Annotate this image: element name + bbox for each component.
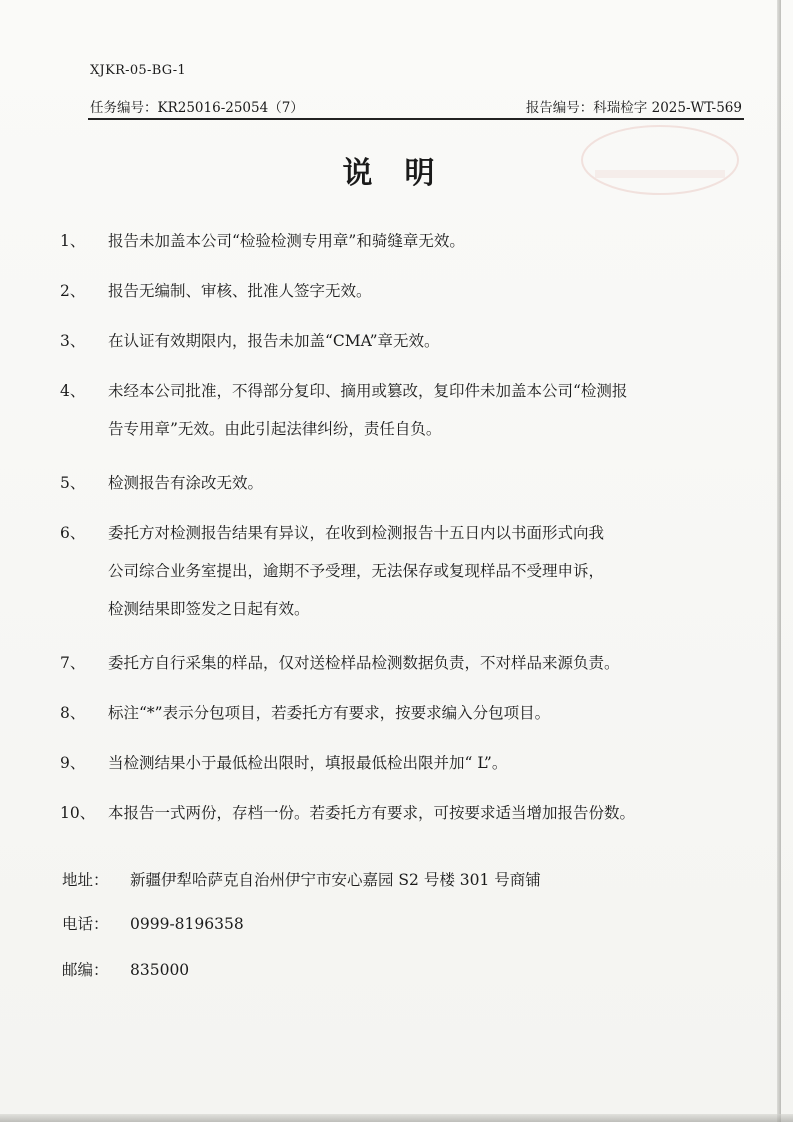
note-item bbox=[60, 468, 760, 498]
zip-value: 835000 bbox=[130, 961, 190, 979]
note-text bbox=[108, 648, 748, 678]
note-number: 3、 bbox=[60, 332, 86, 350]
note-text-line: 委托方对检测报告结果有异议，在收到检测报告十五日内以书面形式向我 bbox=[108, 524, 605, 542]
note-text-line: 未经本公司批准，不得部分复印、摘用或篡改，复印件未加盖本公司“检测报 bbox=[108, 382, 628, 400]
note-text bbox=[108, 698, 748, 728]
note-text bbox=[108, 226, 748, 256]
phone-line bbox=[62, 912, 244, 934]
note-text-line: 标注“*”表示分包项目，若委托方有要求，按要求编入分包项目。 bbox=[108, 704, 551, 722]
note-item bbox=[60, 326, 760, 356]
address-label: 地址： bbox=[62, 871, 109, 889]
note-item bbox=[60, 798, 760, 828]
note-item bbox=[60, 514, 760, 628]
note-text bbox=[108, 798, 748, 828]
note-item bbox=[60, 698, 760, 728]
note-number: 6、 bbox=[60, 524, 86, 542]
note-item bbox=[60, 748, 760, 778]
note-text-line: 当检测结果小于最低检出限时，填报最低检出限并加“ L”。 bbox=[108, 754, 508, 772]
note-number: 7、 bbox=[60, 654, 86, 672]
note-number: 8、 bbox=[60, 704, 86, 722]
note-text-line: 委托方自行采集的样品，仅对送检样品检测数据负责，不对样品来源负责。 bbox=[108, 654, 620, 672]
address-value: 新疆伊犁哈萨克自治州伊宁市安心嘉园 S2 号楼 301 号商铺 bbox=[130, 871, 541, 889]
header-row bbox=[90, 92, 742, 118]
note-number: 4、 bbox=[60, 382, 86, 400]
address-line bbox=[62, 868, 541, 890]
note-item bbox=[60, 226, 760, 256]
note-number: 1、 bbox=[60, 232, 86, 250]
note-text-line: 本报告一式两份，存档一份。若委托方有要求，可按要求适当增加报告份数。 bbox=[108, 804, 636, 822]
note-text bbox=[108, 748, 748, 778]
document-code: XJKR-05-BG-1 bbox=[90, 63, 186, 78]
note-text bbox=[108, 326, 748, 356]
note-item bbox=[60, 648, 760, 678]
task-number: 任务编号：KR25016-25054（7） bbox=[90, 100, 304, 116]
phone-label: 电话： bbox=[62, 915, 109, 933]
report-number: 报告编号：科瑞检字 2025-WT-569 bbox=[525, 100, 742, 116]
notes-list bbox=[60, 226, 760, 848]
note-text bbox=[108, 276, 748, 306]
note-text-line: 检测报告有涂改无效。 bbox=[108, 474, 264, 492]
page-bottom-shadow bbox=[0, 1114, 793, 1122]
note-text-line: 检测结果即签发之日起有效。 bbox=[108, 600, 310, 618]
note-item bbox=[60, 276, 760, 306]
note-text bbox=[108, 372, 748, 448]
note-text-line: 报告未加盖本公司“检验检测专用章”和骑缝章无效。 bbox=[108, 232, 465, 250]
note-item bbox=[60, 372, 760, 448]
note-text-line: 报告无编制、审核、批准人签字无效。 bbox=[108, 282, 372, 300]
note-number: 9、 bbox=[60, 754, 86, 772]
note-text-line: 公司综合业务室提出，逾期不予受理，无法保存或复现样品不受理申诉， bbox=[108, 562, 605, 580]
note-text-line: 告专用章”无效。由此引起法律纠纷，责任自负。 bbox=[108, 420, 442, 438]
phone-value: 0999-8196358 bbox=[130, 915, 244, 933]
page-title: 说明 bbox=[342, 156, 467, 191]
zip-label: 邮编： bbox=[62, 961, 109, 979]
note-text bbox=[108, 468, 748, 498]
header-divider bbox=[88, 118, 744, 120]
note-text-line: 在认证有效期限内，报告未加盖“CMA”章无效。 bbox=[108, 332, 440, 350]
zip-line bbox=[62, 958, 189, 980]
note-text bbox=[108, 514, 748, 628]
note-number: 5、 bbox=[60, 474, 86, 492]
note-number: 10、 bbox=[60, 804, 96, 822]
note-number: 2、 bbox=[60, 282, 86, 300]
